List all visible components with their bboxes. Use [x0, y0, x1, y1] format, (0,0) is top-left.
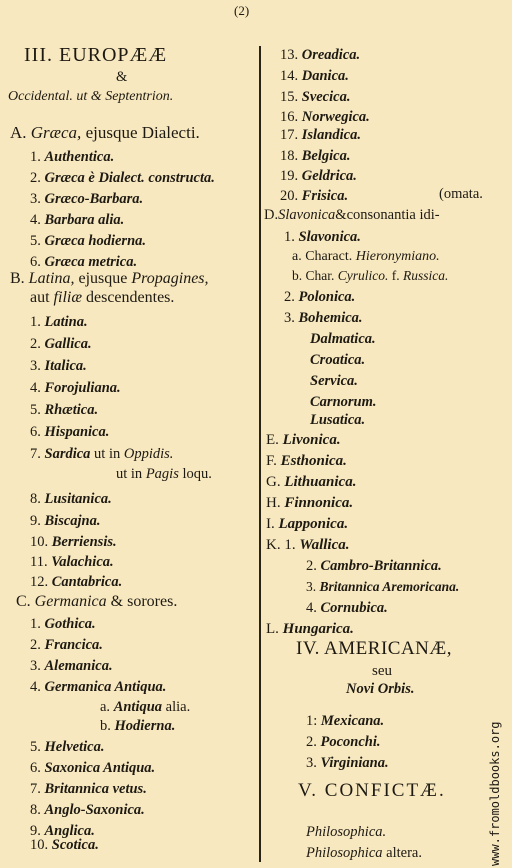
list-subitem: b. Char. Cyrulico. f. Russica. [292, 268, 449, 283]
list-item: 4. Barbara alia. [30, 212, 125, 228]
list-item: 17. Islandica. [280, 127, 361, 143]
group-letter: A. [10, 123, 27, 142]
list-item: Philosophica altera. [306, 845, 422, 861]
list-item: 2. Francica. [30, 637, 103, 653]
group-name: Græca, [30, 123, 82, 142]
list-item: 20. Frisica. [280, 188, 349, 204]
list-item: Croatica. [310, 352, 366, 368]
group-item: H. Finnonica. [266, 495, 354, 511]
list-item: 4. Germanica Antiqua. [30, 679, 167, 695]
group-C-heading: C. Germanica & sorores. [16, 593, 178, 610]
list-item: 6. Græca metrica. [30, 254, 138, 270]
group-B-heading-line2: aut filiæ descendentes. [30, 289, 175, 306]
list-item: 1. Authentica. [30, 149, 115, 165]
list-item: 16. Norwegica. [280, 109, 370, 125]
list-item: 1. Latina. [30, 314, 88, 330]
list-item: 3. Italica. [30, 358, 87, 374]
group-K-heading: K. 1. Wallica. [266, 537, 350, 553]
list-item: 9. Biscajna. [30, 513, 101, 529]
list-item: 15. Svecica. [280, 89, 351, 105]
list-item: 5. Græca hodierna. [30, 233, 147, 249]
group-desc: ejusque Dialecti. [85, 123, 200, 142]
section-III-amp: & [116, 69, 128, 85]
line-tail: (omata. [439, 186, 483, 202]
group-item: G. Lithuanica. [266, 474, 357, 490]
list-subitem: b. Hodierna. [100, 718, 176, 734]
section-III-subtitle: Occidental. ut & Septentrion. [8, 89, 174, 104]
group-item: L. Hungarica. [266, 621, 354, 637]
list-item: 6. Saxonica Antiqua. [30, 760, 156, 776]
list-item: 8. Anglo-Saxonica. [30, 802, 145, 818]
list-item: 7. Britannica vetus. [30, 781, 147, 797]
list-item: 3. Virginiana. [306, 755, 389, 771]
list-item: 10. Berriensis. [30, 534, 117, 550]
list-item: 7. Sardica ut in Oppidis. [30, 446, 174, 462]
list-item: 2. Gallica. [30, 336, 92, 352]
list-subitem: a. Antiqua alia. [100, 699, 191, 715]
list-item: Servica. [310, 373, 358, 389]
list-item: 12. Cantabrica. [30, 574, 123, 590]
list-item: Lusatica. [310, 412, 366, 428]
list-item: 13. Oreadica. [280, 47, 361, 63]
list-item: Philosophica. [306, 824, 387, 840]
section-III-title: III. EUROPÆÆ [24, 44, 168, 66]
group-item: E. Livonica. [266, 432, 341, 448]
list-item: Dalmatica. [310, 331, 376, 347]
page-number: (2) [234, 3, 250, 18]
list-item: 3. Alemanica. [30, 658, 113, 674]
list-item: Carnorum. [310, 394, 377, 410]
list-item: 8. Lusitanica. [30, 491, 112, 507]
section-V-title: V. CONFICTÆ. [298, 780, 446, 801]
list-subitem: 2. Cambro-Britannica. [306, 558, 442, 574]
list-item: 10. Scotica. [30, 837, 99, 853]
list-item: 18. Belgica. [280, 148, 351, 164]
group-B-heading: B. Latina, ejusque Propagines, [10, 270, 209, 287]
list-item: 2. Græca è Dialect. constructa. [30, 170, 215, 186]
list-subitem: 4. Cornubica. [306, 600, 388, 616]
list-item: 3. Bohemica. [284, 310, 363, 326]
list-item: 6. Hispanica. [30, 424, 110, 440]
list-item: 4. Forojuliana. [30, 380, 121, 396]
list-item: 2. Poconchi. [306, 734, 381, 750]
group-A-heading [10, 124, 200, 142]
group-item: F. Esthonica. [266, 453, 347, 469]
group-item: I. Lapponica. [266, 516, 349, 532]
list-item: 9. Anglica. [30, 823, 95, 839]
list-item: 2. Polonica. [284, 289, 356, 305]
list-item: 1. Gothica. [30, 616, 96, 632]
list-item: 1: Mexicana. [306, 713, 385, 729]
list-item: 5. Rhætica. [30, 402, 99, 418]
list-item: 3. Græco-Barbara. [30, 191, 144, 207]
section-IV-seu: seu [372, 663, 392, 679]
section-IV-title: IV. AMERICANÆ, [296, 638, 453, 659]
column-divider [259, 46, 261, 862]
section-IV-subtitle: Novi Orbis. [346, 681, 415, 697]
list-item: 11. Valachica. [30, 554, 114, 570]
list-item-continuation: ut in Pagis loqu. [116, 466, 212, 482]
list-item: 5. Helvetica. [30, 739, 105, 755]
group-D-heading: D.Slavonica&consonantia idi- [264, 207, 440, 223]
list-item: 19. Geldrica. [280, 168, 357, 184]
watermark: www.fromoldbooks.org [488, 721, 502, 866]
list-subitem: a. Charact. Hieronymiano. [292, 249, 440, 264]
list-item: 14. Danica. [280, 68, 349, 84]
list-subitem: 3. Britannica Aremoricana. [306, 579, 460, 594]
list-item: 1. Slavonica. [284, 229, 361, 245]
